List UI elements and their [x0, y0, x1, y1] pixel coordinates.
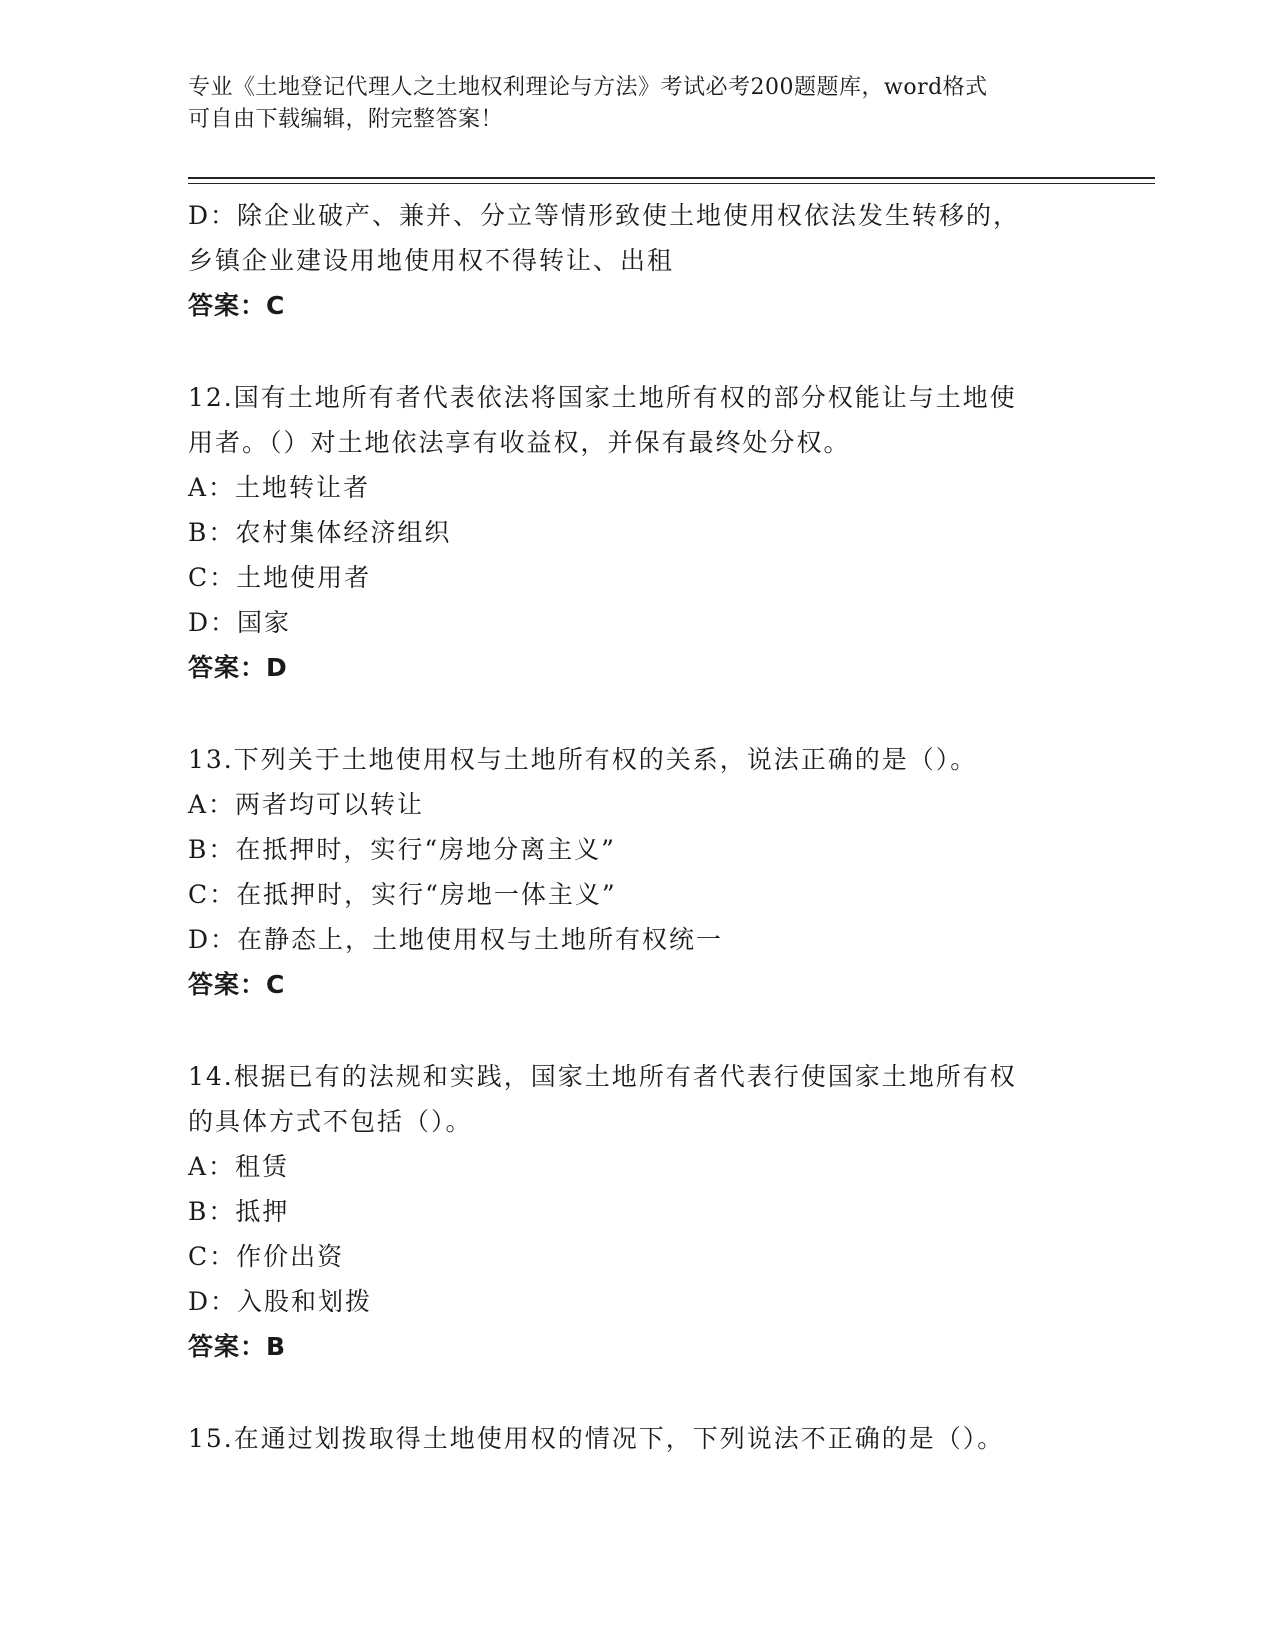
header-rule-thin	[188, 183, 1155, 184]
q12-option-b: B：农村集体经济组织	[188, 518, 452, 547]
spacer	[188, 1369, 1088, 1416]
header-title-line-1: 专业《土地登记代理人之土地权利理论与方法》考试必考200题题库，word格式	[188, 75, 988, 100]
q12-stem-line-1: 12.国有土地所有者代表依法将国家土地所有权的部分权能让与土地使	[188, 383, 1017, 412]
q14-option-a: A：租赁	[188, 1152, 290, 1181]
header-rule-thick	[188, 177, 1155, 179]
q14-stem-line-1: 14.根据已有的法规和实践，国家土地所有者代表行使国家土地所有权	[188, 1062, 1017, 1091]
q12-option-c: C：土地使用者	[188, 563, 372, 592]
q14-option-d: D：入股和划拨	[188, 1287, 373, 1316]
q13-stem-line-1: 13.下列关于土地使用权与土地所有权的关系，说法正确的是（）。	[188, 745, 978, 774]
q14-stem-line-2: 的具体方式不包括（）。	[188, 1107, 473, 1136]
q13-option-a: A：两者均可以转让	[188, 790, 425, 819]
question-list	[188, 193, 1088, 1461]
q12-option-a: A：土地转让者	[188, 473, 371, 502]
q13-answer: 答案：C	[188, 970, 286, 999]
header-title-line-2: 可自由下载编辑，附完整答案！	[188, 107, 504, 132]
q11-option-d-line-2: 乡镇企业建设用地使用权不得转让、出租	[188, 246, 675, 275]
q11-answer: 答案：C	[188, 291, 286, 320]
q13-option-c: C：在抵押时，实行“房地一体主义”	[188, 880, 617, 909]
q12-option-d: D：国家	[188, 608, 292, 637]
q14-option-b: B：抵押	[188, 1197, 290, 1226]
q14-answer: 答案：B	[188, 1332, 287, 1361]
question-13	[188, 737, 1088, 1007]
question-12	[188, 375, 1088, 690]
q12-stem-line-2: 用者。（）对土地依法享有收益权，并保有最终处分权。	[188, 428, 851, 457]
question-11-tail	[188, 193, 1088, 328]
q12-answer: 答案：D	[188, 653, 288, 682]
document-header	[188, 72, 1068, 136]
q11-option-d-line-1: D：除企业破产、兼并、分立等情形致使土地使用权依法发生转移的，	[188, 201, 1021, 230]
q13-option-d: D：在静态上，土地使用权与土地所有权统一	[188, 925, 724, 954]
spacer	[188, 690, 1088, 737]
q13-option-b: B：在抵押时，实行“房地分离主义”	[188, 835, 616, 864]
q14-option-c: C：作价出资	[188, 1242, 345, 1271]
question-14	[188, 1054, 1088, 1369]
q15-stem-line-1: 15.在通过划拨取得土地使用权的情况下，下列说法不正确的是（）。	[188, 1424, 1005, 1453]
question-15	[188, 1416, 1088, 1461]
spacer	[188, 1007, 1088, 1054]
spacer	[188, 328, 1088, 375]
